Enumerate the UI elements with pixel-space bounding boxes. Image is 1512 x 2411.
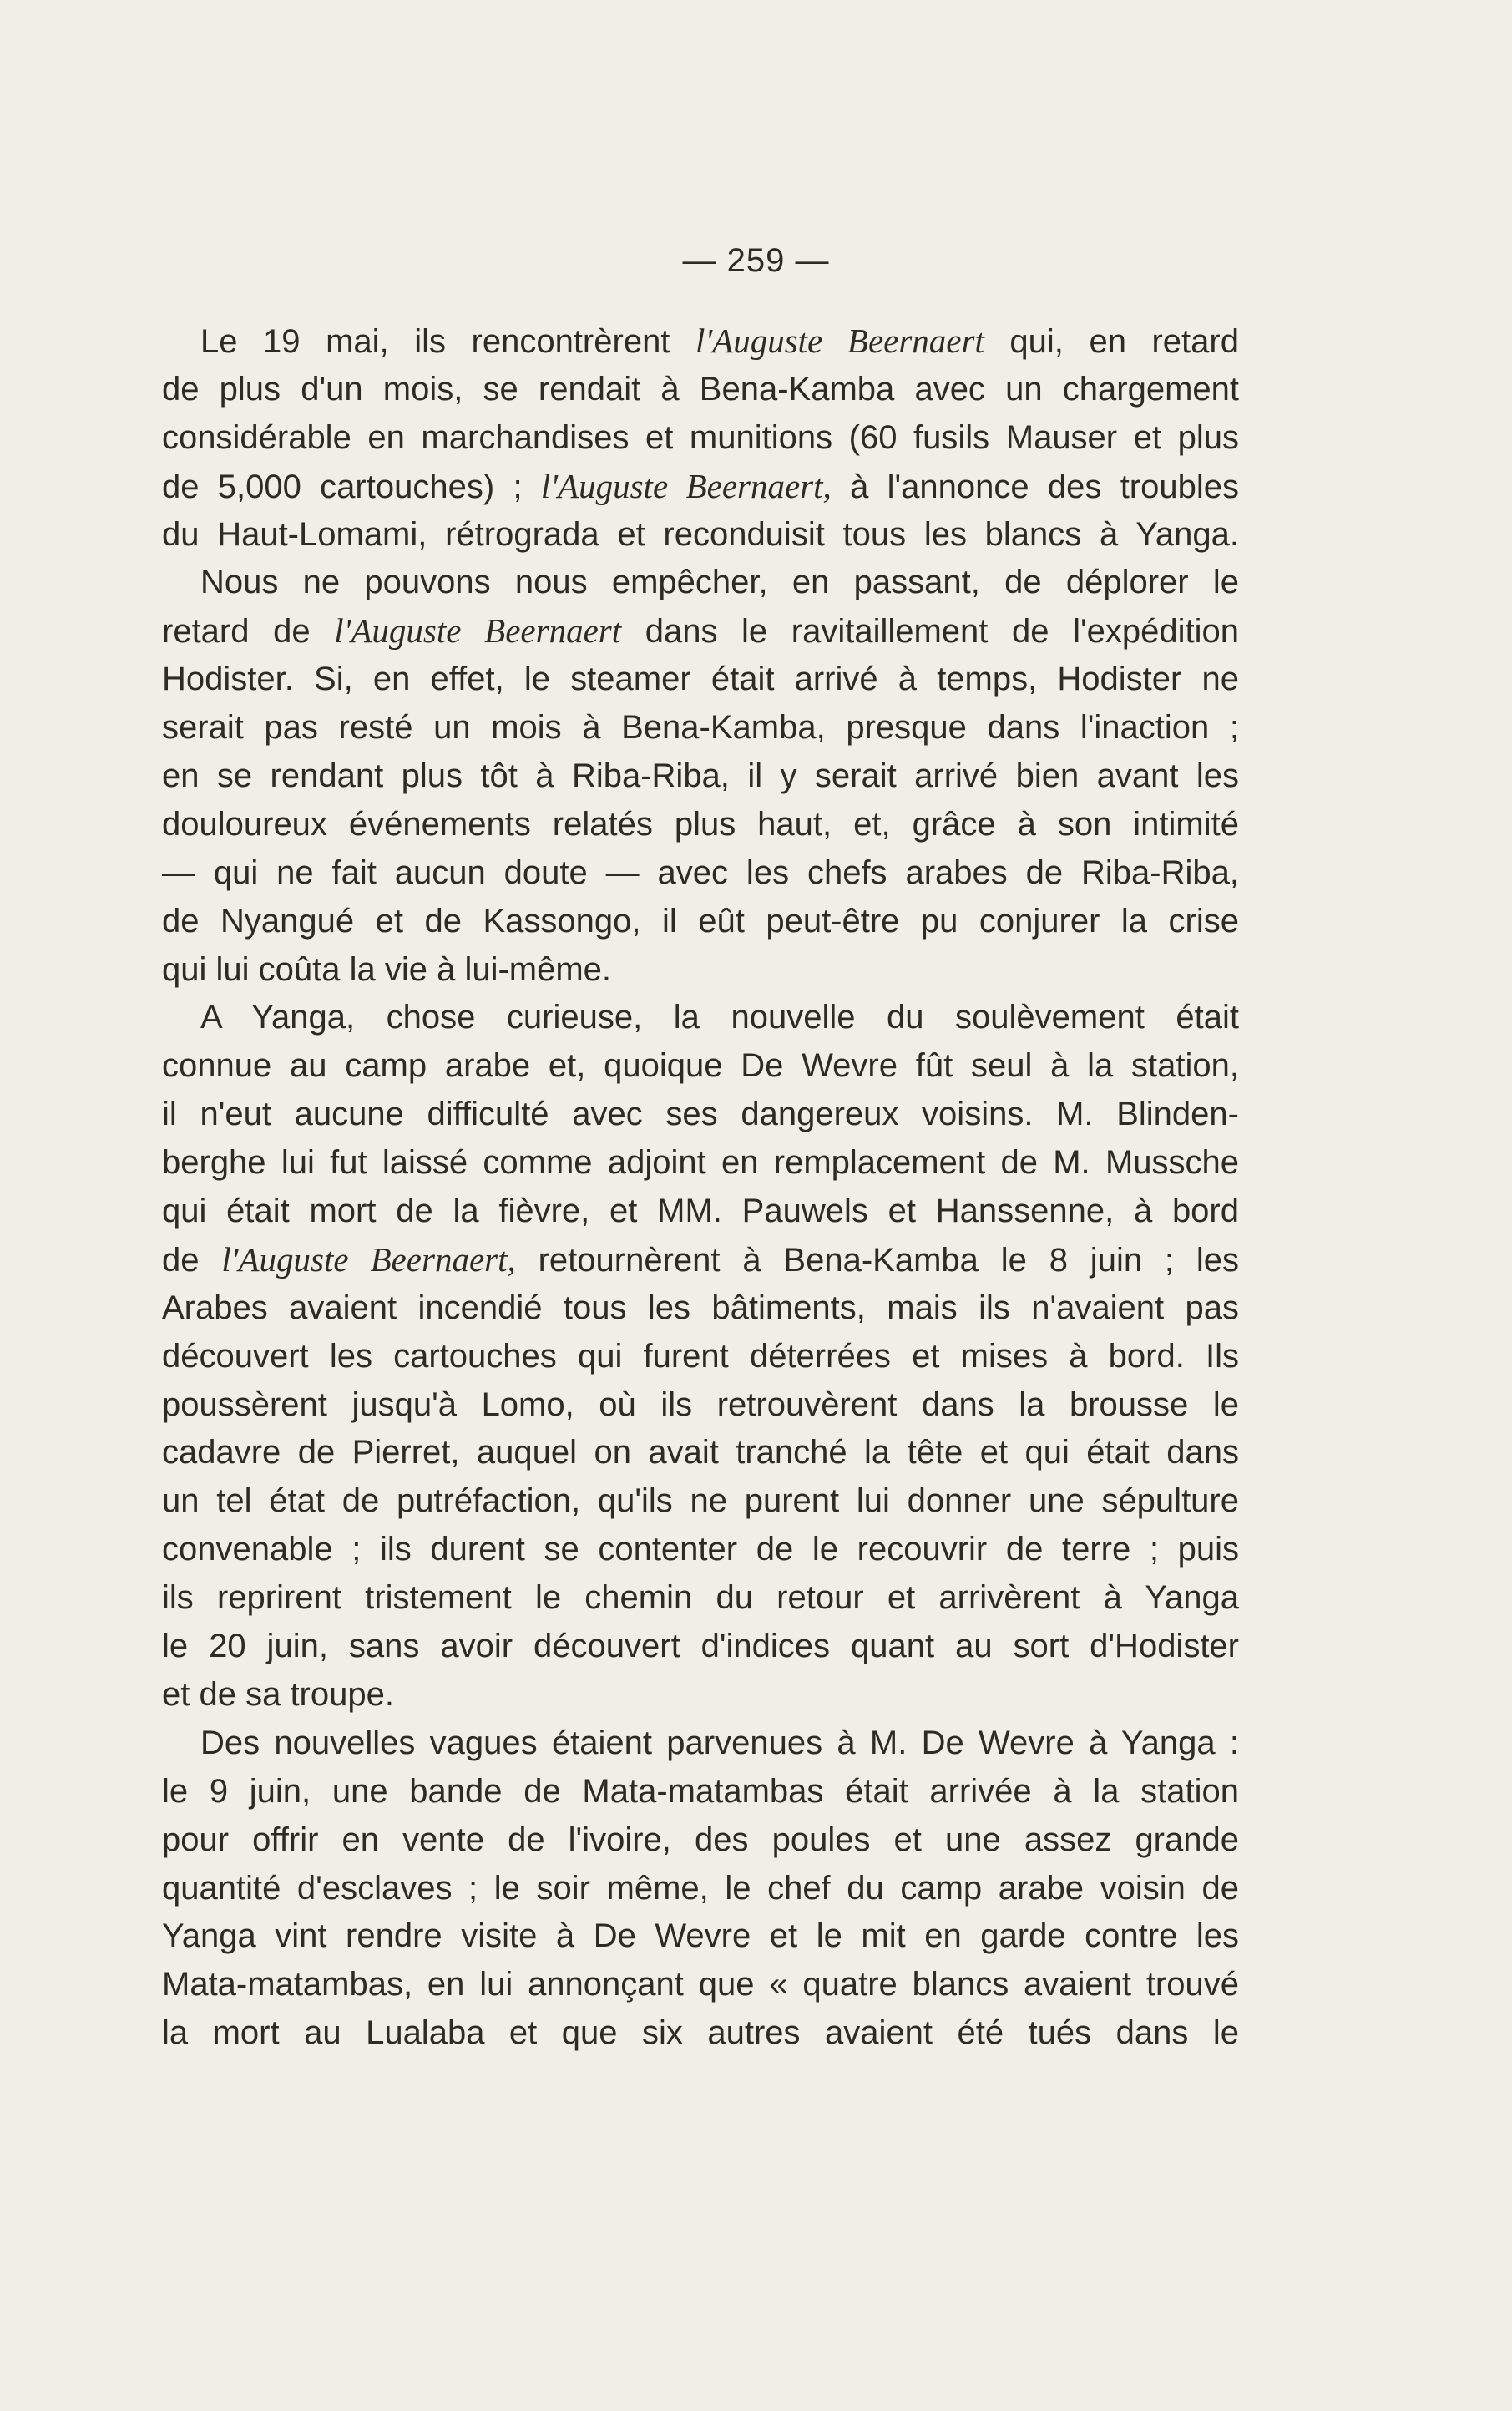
text-line: Des nouvelles vagues étaient parvenues à M. De Wevre à Yanga : — [200, 1724, 1239, 1761]
text-line: convenable ; ils durent se contenter de le recouvrir de terre ; puis — [162, 1531, 1239, 1568]
text-line: Hodister. Si, en effet, le steamer était arrivé à temps, Hodister ne — [162, 661, 1239, 698]
text-line: et de sa troupe. — [162, 1675, 394, 1713]
text-line: Yanga vint rendre visite à De Wevre et le mit en garde contre les — [162, 1917, 1239, 1955]
text-line: du Haut-Lomami, rétrograda et reconduisit tous les blancs à Yanga. — [162, 515, 1239, 553]
text-line: retard de l'Auguste Beernaert dans le ravitaillement de l'expédition — [162, 611, 1239, 651]
text-line: qui était mort de la fièvre, et MM. Pauwels et Hanssenne, à bord — [162, 1193, 1239, 1230]
text-line: poussèrent jusqu'à Lomo, où ils retrouvèrent dans la brousse le — [162, 1385, 1239, 1423]
text-line: berghe lui fut laissé comme adjoint en remplacement de M. Mussche — [162, 1144, 1239, 1182]
text-line: il n'eut aucune difficulté avec ses dangereux voisins. M. Blinden- — [162, 1096, 1239, 1133]
text-line: serait pas resté un mois à Bena-Kamba, presque dans l'inaction ; — [162, 709, 1239, 747]
text-line: en se rendant plus tôt à Riba-Riba, il y serait arrivé bien avant les — [162, 757, 1239, 795]
text-line: — qui ne fait aucun doute — avec les chefs arabes de Riba-Riba, — [162, 853, 1239, 891]
text-line: ils reprirent tristement le chemin du retour et arrivèrent à Yanga — [162, 1579, 1239, 1617]
text-line: quantité d'esclaves ; le soir même, le chef du camp arabe voisin de — [162, 1869, 1239, 1907]
text-line: de Nyangué et de Kassongo, il eût peut-être pu conjurer la crise — [162, 902, 1239, 940]
text-line: découvert les cartouches qui furent déterrées et mises à bord. Ils — [162, 1337, 1239, 1375]
text-line: un tel état de putréfaction, qu'ils ne purent lui donner une sépulture — [162, 1482, 1239, 1520]
text-line: de plus d'un mois, se rendait à Bena-Kamba avec un chargement — [162, 370, 1239, 408]
text-line: Mata-matambas, en lui annonçant que « quatre blancs avaient trouvé — [162, 1966, 1239, 2003]
text-line: douloureux événements relatés plus haut, et, grâce à son intimité — [162, 805, 1239, 843]
text-line: de l'Auguste Beernaert, retournèrent à Bena-Kamba le 8 juin ; les — [162, 1239, 1239, 1279]
text-line: le 20 juin, sans avoir découvert d'indices quant au sort d'Hodister — [162, 1628, 1239, 1665]
text-line: le 9 juin, une bande de Mata-matambas était arrivée à la station — [162, 1772, 1239, 1810]
text-line: Le 19 mai, ils rencontrèrent l'Auguste Beernaert qui, en retard — [200, 322, 1239, 360]
body-text — [162, 317, 1239, 2058]
text-line: pour offrir en vente de l'ivoire, des poules et une assez grande — [162, 1821, 1239, 1858]
text-line: Nous ne pouvons nous empêcher, en passant, de déplorer le — [200, 564, 1239, 601]
text-line: qui lui coûta la vie à lui-même. — [162, 950, 612, 988]
text-line: cadavre de Pierret, auquel on avait tranché la tête et qui était dans — [162, 1434, 1239, 1471]
text-line: de 5,000 cartouches) ; l'Auguste Beernaert, à l'annonce des troubles — [162, 466, 1239, 505]
text-line: A Yanga, chose curieuse, la nouvelle du soulèvement était — [200, 999, 1239, 1036]
page-number: — 259 — — [682, 242, 830, 279]
text-line: la mort au Lualaba et que six autres avaient été tués dans le — [162, 2014, 1239, 2052]
text-line: connue au camp arabe et, quoique De Wevre fût seul à la station, — [162, 1047, 1239, 1085]
text-line: considérable en marchandises et munitions (60 fusils Mauser et plus — [162, 418, 1239, 456]
text-line: Arabes avaient incendié tous les bâtiments, mais ils n'avaient pas — [162, 1289, 1239, 1326]
